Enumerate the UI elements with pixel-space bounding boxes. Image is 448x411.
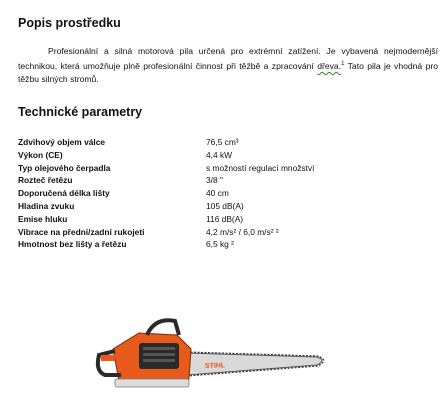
param-value: s možností regulací množství xyxy=(206,162,315,173)
param-label: Rozteč řetězu xyxy=(18,175,73,186)
param-value: 76,5 cm³ xyxy=(206,137,239,147)
table-row xyxy=(18,175,314,188)
cooling-fins xyxy=(143,359,175,362)
param-label: Vibrace na přední/zadní rukojeti xyxy=(18,226,145,237)
param-value: 4,2 m/s² / 6,0 m/s² ² xyxy=(206,226,279,237)
param-label: Hladina zvuku xyxy=(18,200,75,211)
footnote-mark: 1 xyxy=(341,61,345,67)
table-row xyxy=(18,137,314,150)
description-text-before: Profesionální a silná motorová pila určená pro extrémní zatížení. Je vybavená nejmodernější technikou, která umožňuje plně profesionální činnost při těžbě a zpracování xyxy=(18,46,438,71)
rear-handle-grip xyxy=(101,355,115,361)
table-row xyxy=(18,201,314,214)
table-row xyxy=(18,239,314,252)
cooling-fins xyxy=(143,353,175,356)
description-paragraph xyxy=(18,45,438,86)
brand-logo: STIHL xyxy=(204,362,226,370)
param-label: Hmotnost bez lišty a řetězu xyxy=(18,239,127,250)
chainsaw-image xyxy=(95,315,330,397)
table-row xyxy=(18,150,314,163)
description-text-after: Tato pila je vhodná pro těžbu silných stromů. xyxy=(18,60,438,84)
param-value: 3/8 " xyxy=(206,175,223,186)
front-handle xyxy=(147,320,179,335)
table-row xyxy=(18,227,314,240)
param-label: Zdvihový objem válce xyxy=(18,137,106,147)
param-value: 105 dB(A) xyxy=(206,200,244,211)
param-label: Doporučená délka lišty xyxy=(18,188,110,199)
saw-base xyxy=(115,379,189,387)
param-value: 40 cm xyxy=(206,188,229,199)
param-label: Výkon (CE) xyxy=(18,149,63,160)
table-row xyxy=(18,214,314,227)
table-row xyxy=(18,163,314,176)
param-label: Typ olejového čerpadla xyxy=(18,162,111,173)
cooling-fins xyxy=(143,347,175,350)
section-heading-technical: Technické parametry xyxy=(18,105,143,119)
table-row xyxy=(18,188,314,201)
description-text-word: dřeva. xyxy=(317,60,342,71)
section-heading-description: Popis prostředku xyxy=(18,16,121,30)
param-value: 4,4 kW xyxy=(206,149,233,160)
param-value: 116 dB(A) xyxy=(206,213,244,224)
parameters-table xyxy=(18,137,314,252)
param-value: 6,5 kg ² xyxy=(206,239,234,250)
param-label: Emise hluku xyxy=(18,213,68,224)
